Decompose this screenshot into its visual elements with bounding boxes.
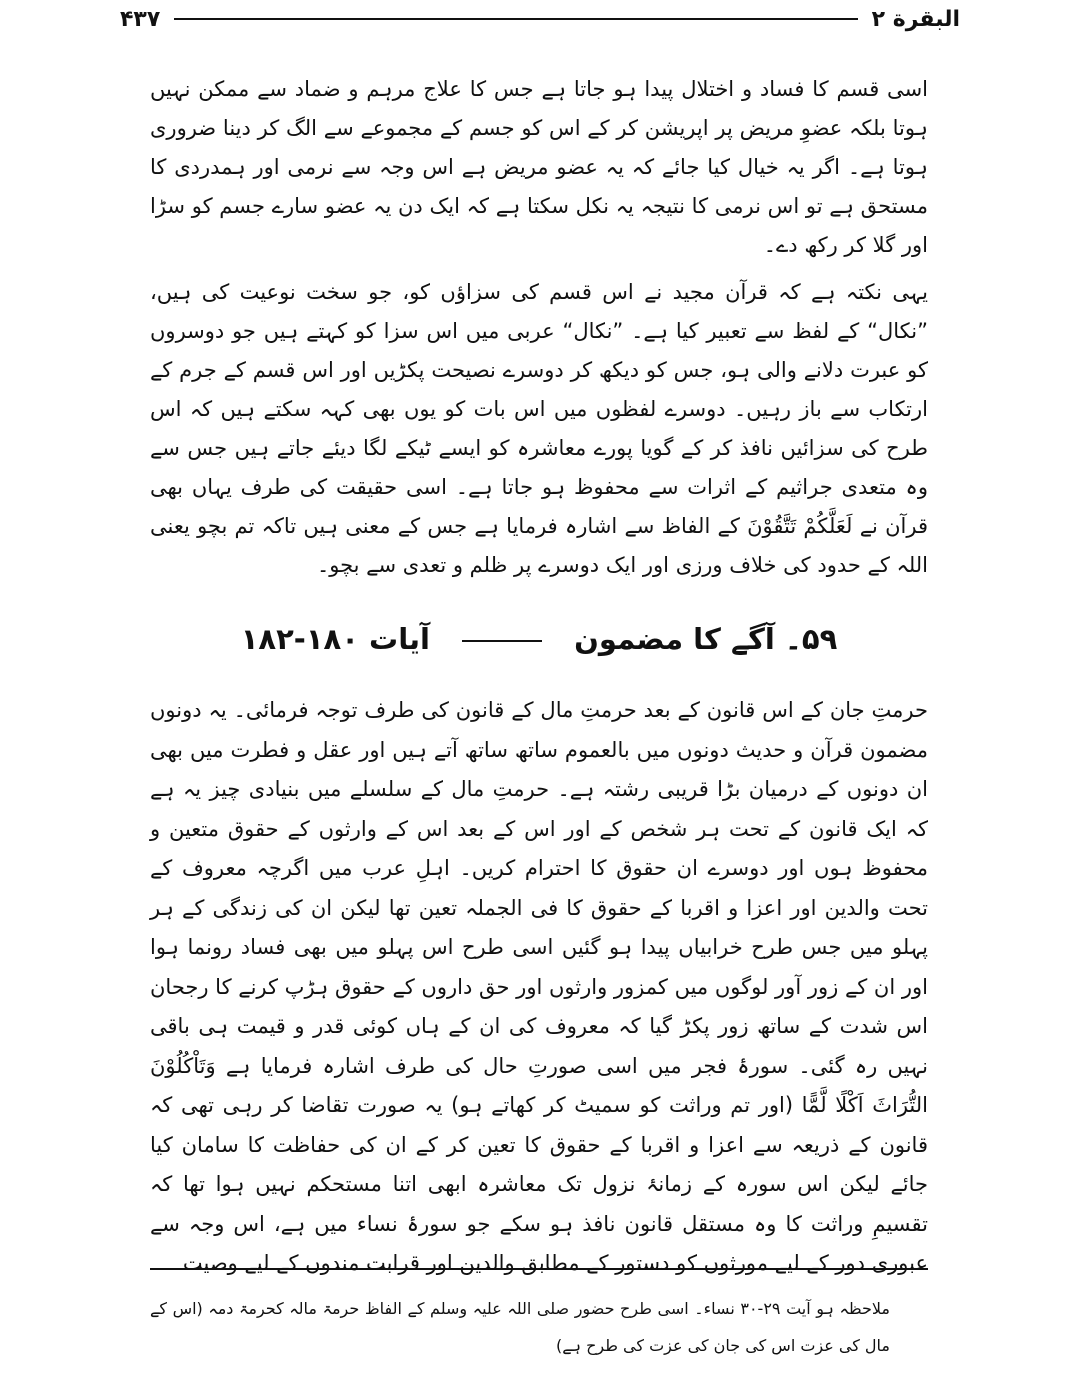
header-rule: [174, 18, 857, 20]
paragraph-3: حرمتِ جان کے اس قانون کے بعد حرمتِ مال کے قانون کی طرف توجہ فرمائی۔ یہ دونوں مضمون قرآن و حدیث دونوں میں بالعموم ساتھ ساتھ آتے ہیں اور عقل و فطرت میں بھی ان دونوں کے درمیان بڑا قریبی رشتہ ہے۔ حرمتِ مال کے سلسلے میں بنیادی چیز یہ ہے کہ ایک قانون کے تحت ہر شخص کے اور اس کے بعد اس کے وارثوں کے حقوق متعین و محفوظ ہوں اور دوسرے ان حقوق کا احترام کریں۔ اہلِ عرب میں اگرچہ معروف کے تحت والدین اور اعزا و اقربا کے حقوق کا فی الجملہ تعین تھا لیکن ان کی زندگی کے ہر پہلو میں جس طرح خرابیاں پیدا ہو گئیں اسی طرح اس پہلو میں بھی فساد رونما ہوا اور ان کے زور آور لوگوں میں کمزور وارثوں اور حق داروں کے حقوق ہڑپ کرنے کا رجحان اس شدت کے ساتھ زور پکڑ گیا کہ معروف کی ان کے ہاں کوئی قدر و قیمت ہی باقی نہیں رہ گئی۔ سورۂ فجر میں اسی صورتِ حال کی طرف اشارہ فرمایا ہے وَتَاْکُلُوْنَ التُّرَاثَ اَکْلًا لَّمًّا (اور تم وراثت کو سمیٹ کر کھاتے ہو) یہ صورت تقاضا کر رہی تھی کہ قانون کے ذریعہ سے اعزا و اقربا کے حقوق کا تعین کر کے ان کی حفاظت کا سامان کیا جائے لیکن اس سورہ کے زمانۂ نزول تک معاشرہ ابھی اتنا مستحکم نہیں ہوا تھا کہ تقسیمِ وراثت کا وہ مستقل قانون نافذ ہو سکے جو سورۂ نساء میں ہے، اس وجہ سے عبوری دور کے لیے مورثوں کو دستور کے مطابق والدین اور قرابت مندوں کے لیے وصیت: [150, 698, 928, 1275]
paragraph-2: یہی نکتہ ہے کہ قرآن مجید نے اس قسم کی سزاؤں کو، جو سخت نوعیت کی ہیں، ”نکال“ کے لفظ سے تعبیر کیا ہے۔ ”نکال“ عربی میں اس سزا کو کہتے ہیں جو دوسروں کو عبرت دلانے والی ہو، جس کو دیکھ کر دوسرے نصیحت پکڑیں اور اس قسم کے جرم کے ارتکاب سے باز رہیں۔ دوسرے لفظوں میں اس بات کو یوں بھی کہہ سکتے ہیں کہ اس طرح کی سزائیں نافذ کر کے گویا پورے معاشرہ کو ایسے ٹیکے لگا دیئے جاتے ہیں جس سے وہ متعدی جراثیم کے اثرات سے محفوظ ہو جاتا ہے۔ اسی حقیقت کی طرف یہاں بھی قرآن نے لَعَلَّکُمْ تَتَّقُوْنَ کے الفاظ سے اشارہ فرمایا ہے جس کے معنی ہیں تاکہ تم بچو یعنی اللہ کے حدود کی خلاف ورزی اور ایک دوسرے پر ظلم و تعدی سے بچو۔: [150, 280, 928, 577]
heading-separator: [462, 640, 542, 642]
surah-name: البقرة ۲: [871, 6, 960, 32]
page-number: ۴۳۷: [120, 6, 161, 32]
footnote: ملاحظہ ہو آیت ۲۹-۳۰ نساء۔ اسی طرح حضور صلی اللہ علیہ وسلم کے الفاظ حرمۃ مالہ کحرمۃ دمہ (اس کے مال کی عزت اس کی جان کی عزت کی طرح ہے): [150, 1299, 891, 1355]
section-verses: آیات ۱۸۰-۱۸۲: [240, 622, 430, 656]
running-header: [120, 2, 960, 36]
section-heading: [150, 617, 928, 661]
footnote-rule: [150, 1268, 928, 1270]
paragraph-1: اسی قسم کا فساد و اختلال پیدا ہو جاتا ہے جس کا علاج مرہم و ضماد سے ممکن نہیں ہوتا بلکہ عضوِ مریض پر اپریشن کر کے اس کو جسم کے مجموعے سے الگ کر دینا ضروری ہوتا ہے۔ اگر یہ خیال کیا جائے کہ یہ عضو مریض ہے اس وجہ سے نرمی اور ہمدردی کا مستحق ہے تو اس نرمی کا نتیجہ یہ نکل سکتا ہے کہ ایک دن یہ عضو سارے جسم کو سڑا اور گلا کر رکھ دے۔: [150, 77, 928, 257]
section-title: آگے کا مضمون: [574, 622, 775, 656]
main-text: [150, 70, 928, 1284]
section-number: ۵۹۔: [784, 622, 838, 656]
